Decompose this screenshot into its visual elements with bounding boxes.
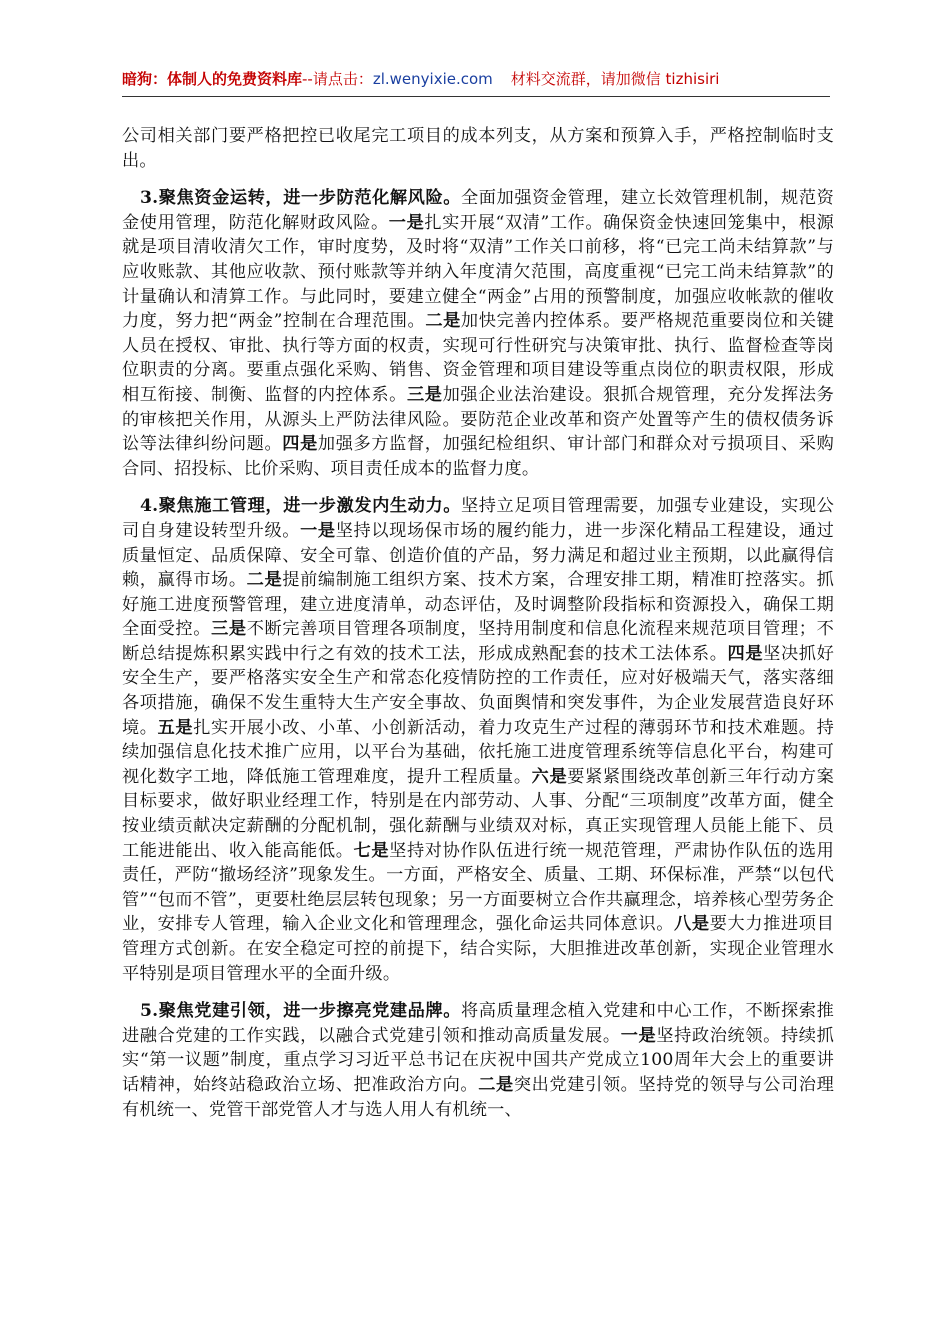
header-site-name: 暗狗：体制人的免费资料库 xyxy=(122,70,303,88)
bold-text-run: 七是 xyxy=(353,840,390,861)
bold-text-run: 一是 xyxy=(620,1025,657,1046)
bold-text-run: 二是 xyxy=(246,570,283,591)
header-divider xyxy=(122,96,830,97)
bold-text-run: 4.聚焦施工管理，进一步激发内生动力。 xyxy=(140,496,461,517)
bold-text-run: 八是 xyxy=(674,914,710,935)
text-run: 加快完善内控体系。要严格规范重要岗位和关键人员在授权、审批、执行等方面的权责，实现可行性研究与决策审批、执行、监督检查等岗位职责的分离。要重点强化采购、销售、资金管理和项目建设等重点岗位的职责权限，形成相互衔接、制衡、监督的内控体系。 xyxy=(122,311,834,405)
header-url-link[interactable]: zl.wenyixie.com xyxy=(372,70,493,88)
bold-text-run: 四是 xyxy=(727,643,764,664)
paragraph-construction-management xyxy=(122,494,834,986)
text-run: 公司相关部门要严格把控已收尾完工项目的成本列支，从方案和预算入手，严格控制临时支出。 xyxy=(122,126,834,171)
text-run: 要紧紧围绕改革创新三年行动方案目标要求，做好职业经理工作，特别是在内部劳动、人事、分配“三项制度”改革方面，健全按业绩贡献决定薪酬的分配机制，强化薪酬与业绩双对标，真正实现管理人员能上能下、员工能进能出、收入能高能低。 xyxy=(122,766,834,861)
header-contact: 材料交流群，请加微信 tizhisiri xyxy=(510,70,720,88)
page-header xyxy=(122,68,832,94)
text-run: 坚持对协作队伍进行统一规范管理，严肃协作队伍的选用责任，严防“撤场经济”现象发生。一方面，严格安全、质量、工期、环保标准，严禁“以包代管”“包而不管”，更要杜绝层层转包现象；另一方面要树立合作共赢理念，培养核心型劳务企业，安排专人管理，输入企业文化和管理理念，强化命运共同体意识。 xyxy=(122,840,834,935)
text-run: 扎实开展小改、小革、小创新活动，着力攻克生产过程的薄弱环节和技术难题。持续加强信息化技术推广应用，以平台为基础，依托施工进度管理系统等信息化平台，构建可视化数字工地，降低施工管理难度，提升工程质量。 xyxy=(122,717,834,787)
bold-text-run: 四是 xyxy=(282,434,318,455)
header-click-text: --请点击： xyxy=(302,70,373,88)
text-run: 提前编制施工组织方案、技术方案，合理安排工期，精准盯控落实。抓好施工进度预警管理，建立进度清单，动态评估，及时调整阶段指标和资源投入，确保工期全面受控。 xyxy=(122,570,834,640)
text-run: 扎实开展“双清”工作。确保资金快速回笼集中，根源就是项目清收清欠工作，审时度势，及时将“双清”工作关口前移，将“已完工尚未结算款”与应收账款、其他应收款、预付账款等并纳入年度清欠范围，高度重视“已完工尚未结算款”的计量确认和清算工作。与此同时，要建立健全“两金”占用的预警制度，加强应收帐款的催收力度，努力把“两金”控制在合理范围。 xyxy=(122,212,834,332)
bold-text-run: 3.聚焦资金运转，进一步防范化解风险。 xyxy=(140,188,461,209)
bold-text-run: 五是 xyxy=(157,717,194,738)
paragraph-cost-control xyxy=(122,124,834,173)
paragraph-capital-operation xyxy=(122,186,834,481)
bold-text-run: 三是 xyxy=(406,384,443,405)
text-run: 将高质量理念植入党建和中心工作，不断探索推进融合党建的工作实践，以融合式党建引领和推动高质量发展。 xyxy=(122,1001,834,1046)
text-run: 要大力推进项目管理方式创新。在安全稳定可控的前提下，结合实际，大胆推进改革创新，实现企业管理水平特别是项目管理水平的全面升级。 xyxy=(122,914,834,984)
text-run: 加强企业法治建设。狠抓合规管理，充分发挥法务的审核把关作用，从源头上严防法律风险。要防范企业改革和资产处置等产生的债权债务诉讼等法律纠纷问题。 xyxy=(122,384,834,455)
bold-text-run: 三是 xyxy=(211,619,247,640)
text-run: 坚持以现场保市场的履约能力，进一步深化精品工程建设，通过质量恒定、品质保障、安全可靠、创造价值的产品，努力满足和超过业主预期，以此赢得信赖，赢得市场。 xyxy=(122,520,834,591)
bold-text-run: 六是 xyxy=(531,766,568,787)
paragraph-party-building xyxy=(122,999,834,1122)
text-run: 不断完善项目管理各项制度，坚持用制度和信息化流程来规范项目管理；不断总结提炼积累实践中行之有效的技术工法，形成成熟配套的技术工法体系。 xyxy=(122,619,834,664)
document-body xyxy=(122,124,834,1135)
bold-text-run: 二是 xyxy=(478,1074,514,1095)
bold-text-run: 二是 xyxy=(425,311,461,332)
bold-text-run: 5.聚焦党建引领，进一步擦亮党建品牌。 xyxy=(140,1001,461,1022)
text-run: 坚持立足项目管理需要，加强专业建设，实现公司自身建设转型升级。 xyxy=(122,496,834,541)
text-run: 全面加强资金管理，建立长效管理机制，规范资金使用管理，防范化解财政风险。 xyxy=(122,188,834,233)
bold-text-run: 一是 xyxy=(388,212,425,233)
bold-text-run: 一是 xyxy=(300,520,336,541)
text-run: 加强多方监督，加强纪检组织、审计部门和群众对亏损项目、采购合同、招投标、比价采购、项目责任成本的监督力度。 xyxy=(122,434,834,479)
text-run: 坚持政治统领。持续抓实“第一议题”制度，重点学习习近平总书记在庆祝中国共产党成立100周年大会上的重要讲话精神，始终站稳政治立场、把准政治方向。 xyxy=(122,1025,834,1095)
text-run: 突出党建引领。坚持党的领导与公司治理有机统一、党管干部党管人才与选人用人有机统一、 xyxy=(122,1074,834,1120)
text-run: 坚决抓好安全生产，要严格落实安全生产和常态化疫情防控的工作责任，应对好极端天气，落实落细各项措施，确保不发生重特大生产安全事故、负面舆情和突发事件，为企业发展营造良好环境。 xyxy=(122,643,834,738)
